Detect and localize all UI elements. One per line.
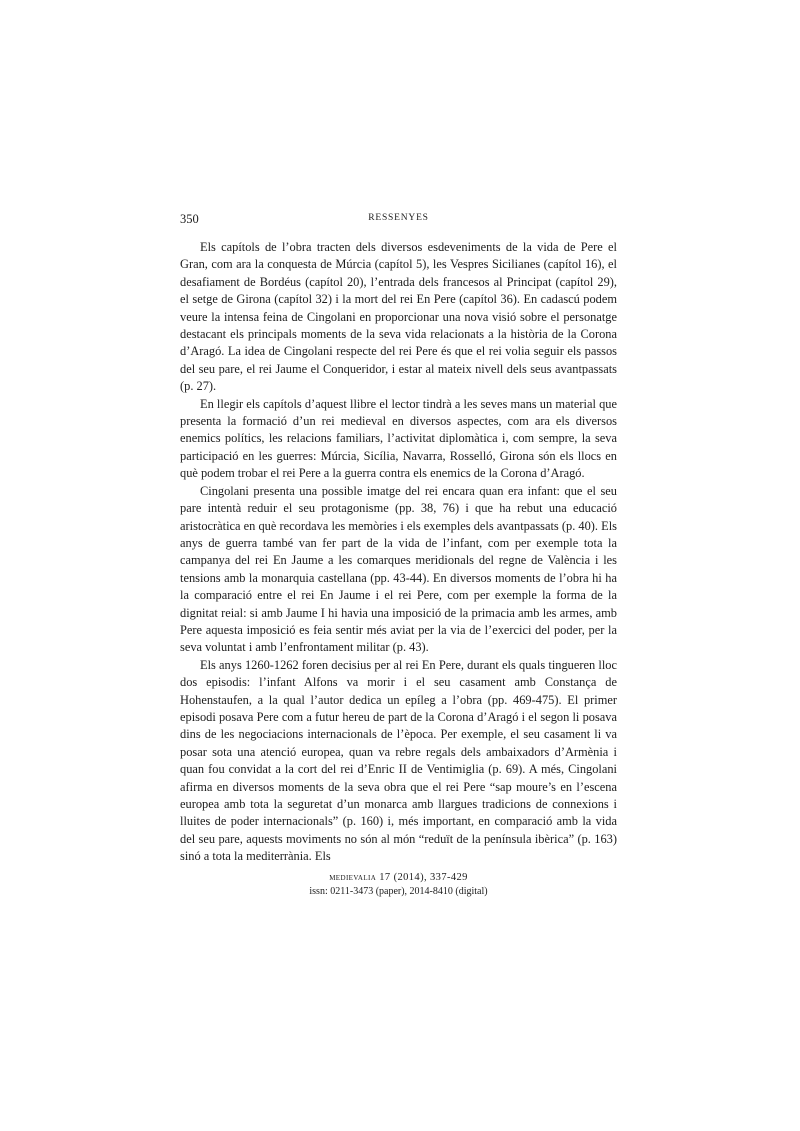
paragraph-4: Els anys 1260-1262 foren decisius per al rei En Pere, durant els quals tingueren lloc dos episodis: l’infant Alfons va morir i el seu casament amb Constança de Hohenstaufen, a la qual l’autor dedica un epíleg a l’obra (pp. 469-475). El primer episodi posava Pere com a futur hereu de part de la Corona d’Aragó i el segon li posava dins de les negociacions internacionals de l’època. Per exemple, el seu casament li va posar sota una atenció europea, quan va rebre regals dels ambaixadors d’Armènia i quan fou convidat a la cort del rei d’Enric II de Ventimiglia (p. 69). A més, Cingolani afirma en diversos moments de la seva obra que el rei Pere “sap moure’s en l’escena europea amb tota la seguretat d’un monarca amb llargues tradicions de connexions i lluites de poder internacionals” (p. 160) i, més important, en comparació amb la vida del seu pare, aquests moviments no són al món “reduït de la península ibèrica” (p. 163) sinó a tota la mediterrània. Els: [180, 657, 617, 864]
paragraph-1: Els capítols de l’obra tracten dels diversos esdeveniments de la vida de Pere el Gran, com ara la conquesta de Múrcia (capítol 5), les Vespres Sicilianes (capítol 16), el desafiament de Bordéus (capítol 20), l’entrada dels francesos al Principat (capítol 29), el setge de Girona (capítol 32) i la mort del rei En Pere (capítol 36). En cadascú podem veure la intensa feina de Cingolani en proporcionar una nova visió sobre el personatge destacant els principals moments de la seva vida relacionats a la història de la Corona d’Aragó. La idea de Cingolani respecte del rei Pere és que el rei volia seguir els passos del seu pare, el rei Jaume el Conqueridor, i estar al mateix nivell dels seus avantpassats (p. 27).: [180, 240, 617, 394]
running-head: [180, 212, 617, 232]
journal-citation: medievalia 17 (2014), 337-429: [329, 872, 468, 883]
page-content: [180, 212, 617, 866]
section-title: RESSENYES: [368, 213, 429, 223]
paragraph-2: En llegir els capítols d’aquest llibre el lector tindrà a les seves mans un material que presenta la formació d’un rei medieval en diversos aspectes, com ara els diversos enemics polítics, les relacions familiars, l’activitat diplomàtica i, com sempre, la seva participació en les guerres: Múrcia, Sicília, Navarra, Rosselló, Girona són els llocs en què podem trobar el rei Pere a la guerra contra els enemics de la Corona d’Aragó.: [180, 396, 617, 481]
issn-line: issn: 0211-3473 (paper), 2014-8410 (digital): [309, 886, 488, 897]
page-footer: [180, 871, 617, 899]
page-number: 350: [180, 212, 199, 226]
paragraph-3: Cingolani presenta una possible imatge del rei encara quan era infant: que el seu pare intentà reduir el seu protagonisme (pp. 38, 76) i que ha rebut una educació aristocràtica en què recordava les memòries i els exemples dels avantpassats (p. 40). Els anys de guerra també van fer part de la vida de l’infant, com per exemple tota la campanya del rei En Jaume a les comarques meridionals del regne de València i les tensions amb la monarquia castellana (pp. 43-44). En diversos moments de l’obra hi ha la comparació entre el rei En Jaume i el rei Pere, com per exemple la forma de la dignitat reial: si amb Jaume I hi havia una imposició de la primacia amb les armes, amb Pere aquesta imposició es feia sentir més aviat per la via de l’exercici del poder, per la seva voluntat i amb l’enfrontament militar (p. 43).: [180, 483, 617, 655]
body-text: [180, 239, 617, 866]
